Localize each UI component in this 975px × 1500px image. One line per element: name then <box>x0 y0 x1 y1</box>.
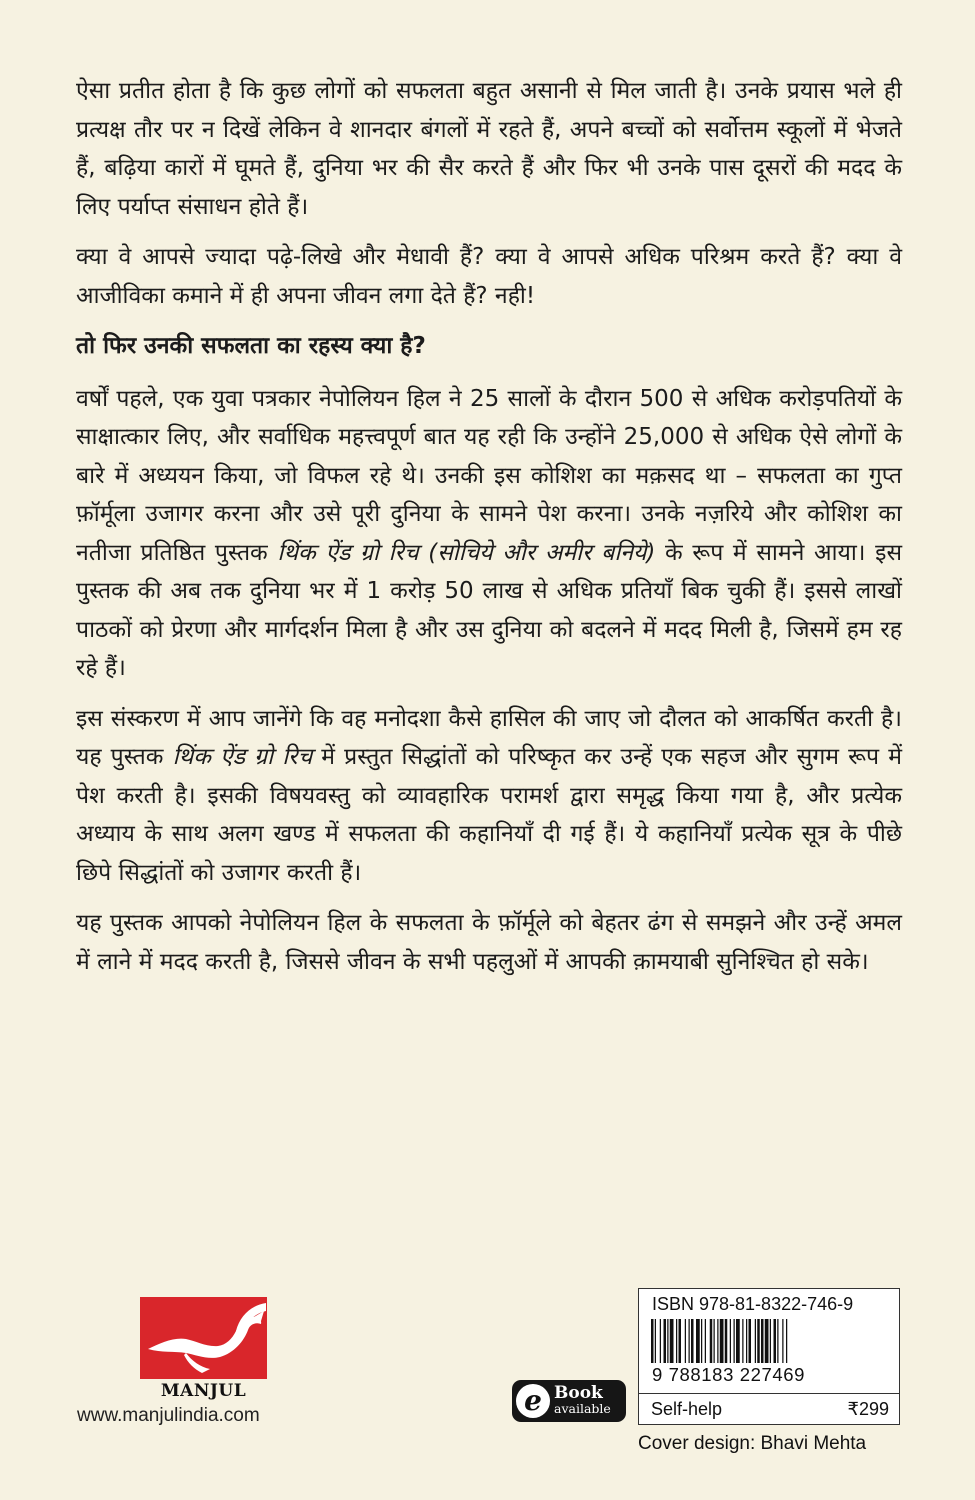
barcode-bar <box>730 1319 731 1363</box>
barcode-bar <box>757 1319 760 1363</box>
paragraph-history-text-1: वर्षों पहले, एक युवा पत्रकार नेपोलियन हिल ने 25 सालों के दौरान 500 से अधिक करोड़पतियों के साक्षात्कार लिए, और सर्वाधिक महत्त्वपूर्ण बात यह रही कि उन्होंने 25,000 से अधिक ऐसे लोगों के बारे में अध्ययन किया, जो विफल रहे थे। उनकी इस कोशिश का मक़सद था – सफलता का गुप्त फ़ॉर्मूला उजागर करना और उसे पूरी दुनिया के सामने पेश करना। उनके नज़रिये और कोशिश का नतीजा प्रतिष्ठित पुस्तक <box>76 385 902 566</box>
paragraph-intro: ऐसा प्रतीत होता है कि कुछ लोगों को सफलता बहुत असानी से मिल जाती है। उनके प्रयास भले ही प्रत्यक्ष तौर पर न दिखें लेकिन वे शानदार बंगलों में रहते हैं, अपने बच्चों को सर्वोत्तम स्कूलों में भेजते हैं, बढ़िया कारों में घूमते हैं, दुनिया भर की सैर करते हैं और फिर भी उनके पास दूसरों की मदद के लिए पर्याप्त संसाधन होते हैं। <box>76 78 902 220</box>
barcode-bar <box>765 1319 769 1363</box>
barcode-bar <box>651 1319 654 1363</box>
barcode-bar <box>696 1319 700 1363</box>
barcode-bar <box>655 1319 656 1363</box>
isbn-footer <box>639 1393 899 1425</box>
ebook-e-icon: e <box>516 1384 550 1418</box>
barcode-bar <box>749 1319 752 1363</box>
barcode-bar <box>774 1319 777 1363</box>
book-price: ₹299 <box>847 1399 889 1419</box>
barcode-bar <box>714 1319 715 1363</box>
publisher-logo <box>140 1297 268 1401</box>
barcode-bar <box>770 1319 771 1363</box>
barcode-bar <box>761 1319 764 1363</box>
barcode-bar <box>786 1319 787 1363</box>
paragraph-history <box>76 380 902 688</box>
ebook-word: Book <box>554 1383 603 1403</box>
bird-logo-icon <box>140 1297 267 1379</box>
barcode-digits: 9 788183 227469 <box>652 1364 806 1385</box>
cover-design-credit: Cover design: Bhavi Mehta <box>638 1433 867 1454</box>
barcode-bar <box>701 1319 702 1363</box>
barcode-bar <box>679 1319 682 1363</box>
barcode-bar <box>782 1319 783 1363</box>
barcode-bar <box>710 1319 713 1363</box>
barcode-bar <box>742 1319 743 1363</box>
ebook-available-label: available <box>554 1401 611 1416</box>
paragraph-questions: क्या वे आपसे ज्यादा पढ़े-लिखे और मेधावी हैं? क्या वे आपसे अधिक परिश्रम करते हैं? क्या वे आजीविका कमाने में ही अपना जीवन लगा देते हैं? नही! <box>76 244 902 309</box>
book-title-italic-short: थिंक ऐंड ग्रो रिच <box>172 744 313 770</box>
barcode-bar <box>685 1319 686 1363</box>
barcode-bar <box>670 1319 674 1363</box>
paragraph-history-text-2: के रूप में सामने आया। इस पुस्तक की अब तक दुनिया भर में 1 करोड़ 50 लाख से अधिक प्रतियाँ बिक चुकी हैं। इससे लाखों पाठकों को प्रेरणा और मार्गदर्शन मिला है और उस दुनिया को बदलने में मदद मिली है, जिसमें हम रह रहे हैं। <box>76 539 903 681</box>
back-cover-blurb <box>76 72 902 993</box>
barcode-bar <box>664 1319 667 1363</box>
section-heading: तो फिर उनकी सफलता का रहस्य क्या है? <box>76 333 426 359</box>
barcode-bar <box>736 1319 740 1363</box>
barcode-bar <box>705 1319 706 1363</box>
book-category: Self-help <box>651 1399 723 1419</box>
isbn-barcode-box <box>638 1288 900 1425</box>
barcode-bar <box>676 1319 677 1363</box>
barcode-bar <box>777 1319 778 1363</box>
publisher-website[interactable]: www.manjulindia.com <box>77 1405 260 1426</box>
ebook-available-badge <box>512 1380 626 1422</box>
paragraph-edition <box>76 700 902 893</box>
barcode-bar <box>725 1319 728 1363</box>
barcode-icon <box>649 1319 891 1363</box>
barcode-bar <box>720 1319 724 1363</box>
barcode-bar <box>734 1319 735 1363</box>
ebook-text <box>554 1383 611 1416</box>
barcode-bar <box>746 1319 747 1363</box>
barcode-bar <box>717 1319 718 1363</box>
barcode-bar <box>660 1319 661 1363</box>
publisher-name: MANJUL <box>160 1381 247 1401</box>
barcode-bar <box>667 1319 668 1363</box>
barcode-bar <box>755 1319 756 1363</box>
paragraph-closing: यह पुस्तक आपको नेपोलियन हिल के सफलता के फ़ॉर्मूले को बेहतर ढंग से समझने और उन्हें अमल में लाने में मदद करती है, जिससे जीवन के सभी पहलुओं में आपकी क़ामयाबी सुनिश्चित हो सके। <box>76 910 902 975</box>
paragraph-edition-text-2: में प्रस्तुत सिद्धांतों को परिष्कृत कर उन्हें एक सहज और सुगम रूप में पेश करती है। इसकी विषयवस्तु को व्यावहारिक परामर्श द्वारा समृद्ध किया गया है, और प्रत्येक अध्याय के साथ अलग खण्ड में सफलता की कहानियाँ दी गई हैं। ये कहानियाँ प्रत्येक सूत्र के पीछे छिपे सिद्धांतों को उजागर करती हैं। <box>76 744 902 886</box>
barcode-bar <box>689 1319 690 1363</box>
isbn-number: ISBN 978-81-8322-746-9 <box>652 1294 854 1314</box>
paragraph-edition-text-1: इस संस्करण में आप जानेंगे कि वह मनोदशा कैसे हासिल की जाए जो दौलत को आकर्षित करती है। यह पुस्तक <box>76 705 902 770</box>
book-title-italic: थिंक ऐंड ग्रो रिच (सोचिये और अमीर बनिये) <box>277 539 656 566</box>
barcode-bar <box>691 1319 694 1363</box>
